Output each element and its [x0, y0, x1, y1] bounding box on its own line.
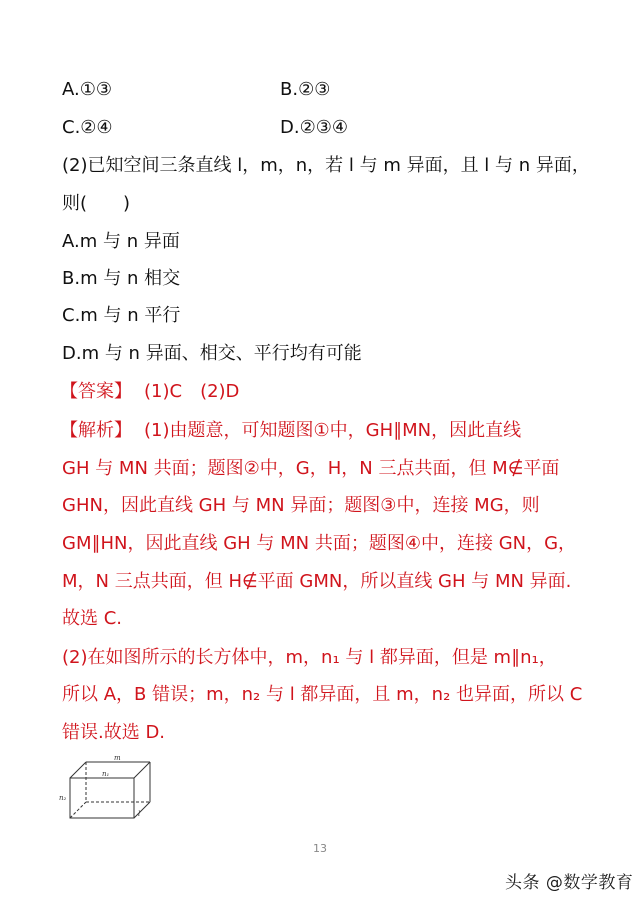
page-number: 13 [313, 842, 327, 855]
question2-line2: 则( ) [62, 193, 131, 214]
question2-option-d: D.m 与 n 异面、相交、平行均有可能 [62, 343, 362, 364]
analysis-line: M，N 三点共面，但 H∉平面 GMN，所以直线 GH 与 MN 异面. [62, 571, 572, 592]
analysis-part2-line: (2)在如图所示的长方体中，m，n₁ 与 l 都异面，但是 m∥n₁， [62, 647, 557, 668]
analysis-part2-line: 所以 A，B 错误；m，n₂ 与 l 都异面，且 m，n₂ 也异面，所以 C [62, 684, 583, 705]
answer-row [60, 380, 239, 404]
option-c: C.②④ [62, 117, 113, 138]
question2-option-b: B.m 与 n 相交 [62, 268, 181, 289]
label-n1: n₁ [102, 770, 110, 778]
analysis-line: 故选 C. [62, 608, 123, 629]
analysis-line: GM∥HN，因此直线 GH 与 MN 共面；题图④中，连接 GN，G， [62, 533, 577, 554]
analysis-row-1 [60, 419, 521, 443]
option-b: B.②③ [280, 79, 331, 100]
watermark: 头条 @数学教育 [505, 873, 634, 893]
option-d: D.②③④ [280, 117, 348, 138]
cuboid-figure [58, 752, 158, 824]
analysis-part2-line: 错误.故选 D. [62, 722, 166, 743]
label-l: l [138, 810, 141, 818]
analysis-line: GHN，因此直线 GH 与 MN 异面；题图③中，连接 MG，则 [62, 495, 540, 516]
question2-option-a: A.m 与 n 异面 [62, 231, 180, 252]
question2-line1: (2)已知空间三条直线 l，m，n，若 l 与 m 异面，且 l 与 n 异面， [62, 155, 590, 176]
analysis-line: GH 与 MN 共面；题图②中，G，H，N 三点共面，但 M∉平面 [62, 458, 560, 479]
answer-label: 【答案】 [60, 381, 132, 402]
question2-option-c: C.m 与 n 平行 [62, 305, 181, 326]
label-m: m [114, 754, 121, 762]
analysis-label: 【解析】 [60, 420, 132, 441]
label-n2: n₂ [59, 794, 67, 802]
answer-text: (1)C (2)D [144, 381, 240, 402]
option-a: A.①③ [62, 79, 112, 100]
analysis-line: (1)由题意，可知题图①中，GH∥MN，因此直线 [144, 420, 522, 441]
